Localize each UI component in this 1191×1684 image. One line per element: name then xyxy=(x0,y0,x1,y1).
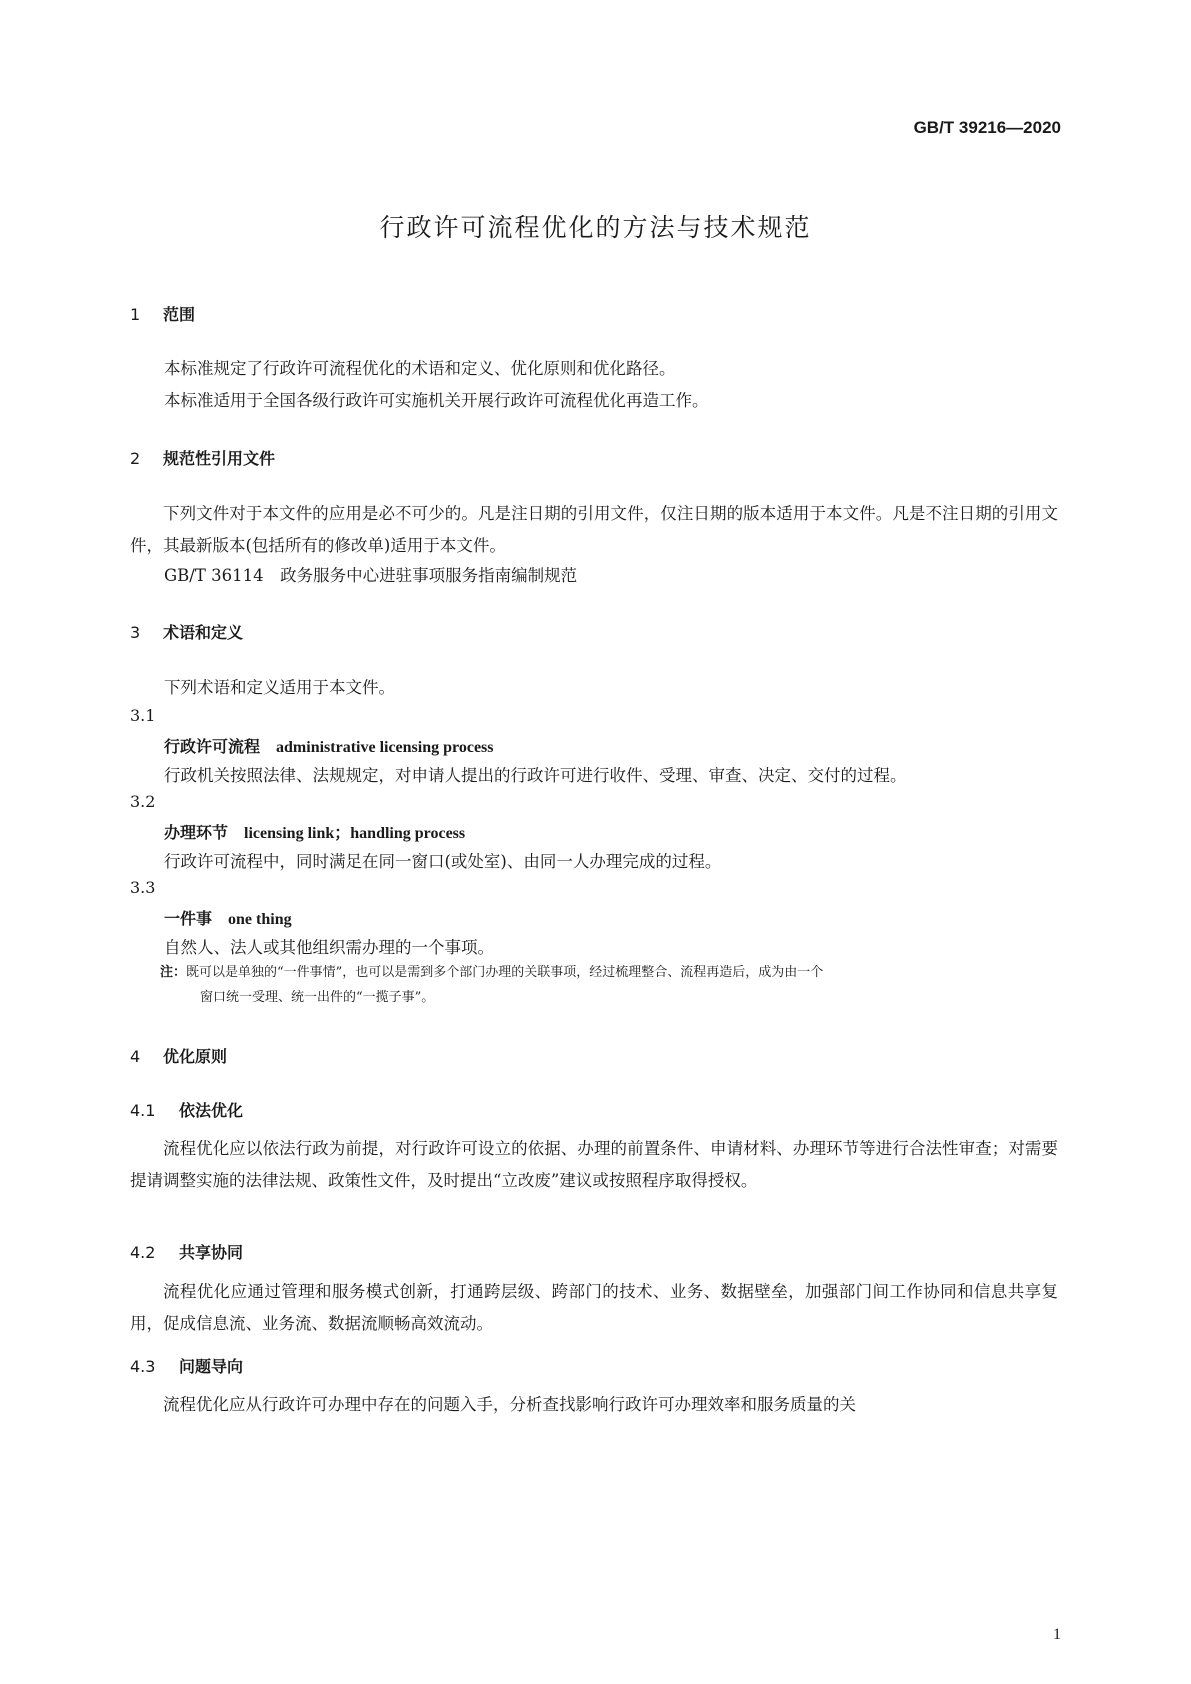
paragraph-text: 流程优化应从行政许可办理中存在的问题入手，分析查找影响行政许可办理效率和服务质量的关 xyxy=(163,1395,856,1414)
section-3-heading xyxy=(130,620,243,643)
term-heading xyxy=(164,906,292,929)
term-heading xyxy=(164,820,465,843)
section-title: 优化原则 xyxy=(163,1047,228,1066)
subsection-4-2-heading xyxy=(130,1240,243,1263)
term-definition: 自然人、法人或其他组织需办理的一个事项。 xyxy=(164,938,494,957)
subsection-title: 共享协同 xyxy=(179,1243,244,1262)
section-1-para-2: 本标准适用于全国各级行政许可实施机关开展行政许可流程优化再造工作。 xyxy=(164,391,709,410)
section-3-intro: 下列术语和定义适用于本文件。 xyxy=(164,678,395,697)
section-number: 2 xyxy=(130,449,141,468)
subsection-4-3-paragraph xyxy=(130,1389,1058,1421)
term-zh: 一件事 xyxy=(164,909,213,928)
term-number: 3.1 xyxy=(130,706,156,725)
section-number: 1 xyxy=(130,305,141,324)
subsection-title: 依法优化 xyxy=(179,1101,244,1120)
term-number: 3.3 xyxy=(130,878,156,897)
term-heading xyxy=(164,734,494,757)
term-en: one thing xyxy=(228,911,292,928)
document-title: 行政许可流程优化的方法与技术规范 xyxy=(379,213,812,242)
term-en: licensing link；handling process xyxy=(244,825,466,842)
standard-code: GB/T 39216—2020 xyxy=(913,118,1061,137)
subsection-number: 4.1 xyxy=(130,1101,156,1120)
subsection-title: 问题导向 xyxy=(179,1357,244,1376)
subsection-number: 4.3 xyxy=(130,1357,156,1376)
term-number: 3.2 xyxy=(130,792,156,811)
page-number: 1 xyxy=(1053,1626,1061,1643)
section-1-para-1: 本标准规定了行政许可流程优化的术语和定义、优化原则和优化路径。 xyxy=(164,359,676,378)
section-number: 4 xyxy=(130,1047,141,1066)
subsection-4-1-paragraph xyxy=(130,1133,1058,1197)
term-note xyxy=(160,960,1060,1010)
section-title: 规范性引用文件 xyxy=(163,449,276,468)
term-definition: 行政许可流程中，同时满足在同一窗口(或处室)、由同一人办理完成的过程。 xyxy=(164,852,722,871)
subsection-4-3-heading xyxy=(130,1354,243,1377)
normative-reference: GB/T 36114 政务服务中心进驻事项服务指南编制规范 xyxy=(164,566,578,585)
paragraph-text: 流程优化应以依法行政为前提，对行政许可设立的依据、办理的前置条件、申请材料、办理环节等进行合法性审查；对需要提请调整实施的法律法规、政策性文件，及时提出“立改废”建议或按照程序取得授权。 xyxy=(130,1139,1058,1190)
section-title: 范围 xyxy=(163,305,196,324)
section-title: 术语和定义 xyxy=(163,623,244,642)
term-zh: 办理环节 xyxy=(164,823,229,842)
subsection-4-1-heading xyxy=(130,1098,243,1121)
paragraph-text: 流程优化应通过管理和服务模式创新，打通跨层级、跨部门的技术、业务、数据壁垒，加强部门间工作协同和信息共享复用，促成信息流、业务流、数据流顺畅高效流动。 xyxy=(130,1282,1058,1333)
subsection-4-2-paragraph xyxy=(130,1276,1058,1340)
section-2-paragraph xyxy=(130,498,1058,562)
section-number: 3 xyxy=(130,623,141,642)
term-zh: 行政许可流程 xyxy=(164,737,261,756)
paragraph-text: 下列文件对于本文件的应用是必不可少的。凡是注日期的引用文件，仅注日期的版本适用于本文件。凡是不注日期的引用文件，其最新版本(包括所有的修改单)适用于本文件。 xyxy=(130,504,1058,555)
term-definition: 行政机关按照法律、法规规定，对申请人提出的行政许可进行收件、受理、审查、决定、交付的过程。 xyxy=(164,766,907,785)
note-text-line-1: 既可以是单独的“一件事情”，也可以是需到多个部门办理的关联事项，经过梳理整合、流程再造后，成为由一个 xyxy=(186,965,824,980)
note-text-line-2: 窗口统一受理、统一出件的“一揽子事”。 xyxy=(200,990,435,1005)
section-2-heading xyxy=(130,446,275,469)
term-en: administrative licensing process xyxy=(276,739,494,756)
section-1-heading xyxy=(130,302,195,325)
note-label: 注： xyxy=(160,965,187,980)
subsection-number: 4.2 xyxy=(130,1243,156,1262)
section-4-heading xyxy=(130,1044,227,1067)
